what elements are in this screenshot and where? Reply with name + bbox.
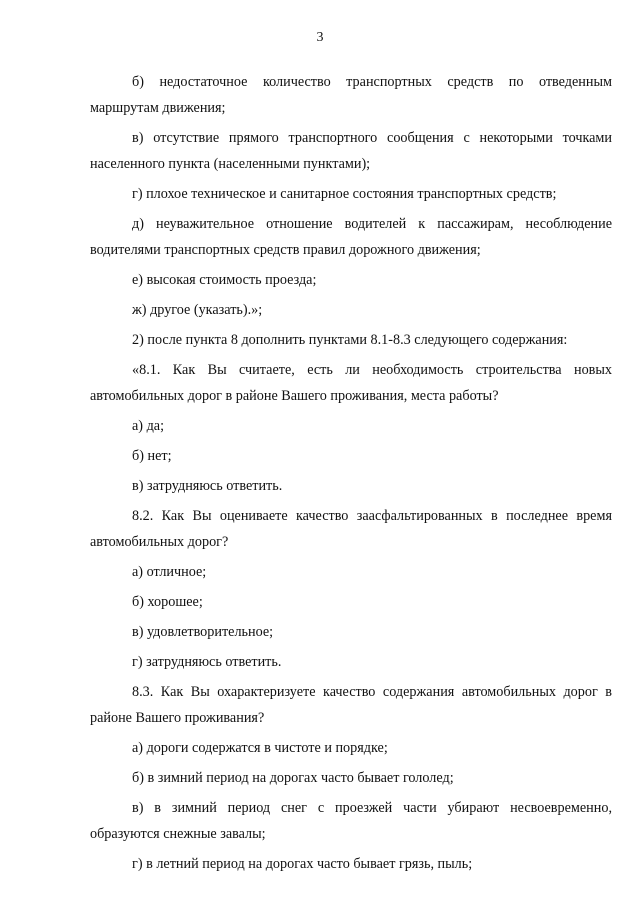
answer-8-3-v: в) в зимний период снег с проезжей части убирают несвоевременно, образуются снежные завалы; [90,800,612,842]
paragraph-g-technical-state: г) плохое техническое и санитарное состояния транспортных средств; [132,186,557,202]
answer-8-3-a: а) дороги содержатся в чистоте и порядке; [132,740,388,756]
question-8-2: 8.2. Как Вы оцениваете качество заасфальтированных в последнее время автомобильных дорог? [90,508,612,550]
paragraph-e-fare-cost: е) высокая стоимость проезда; [132,272,317,288]
paragraph-v-direct-connection: в) отсутствие прямого транспортного сообщения с некоторыми точками населенного пункта (населенными пунктами); [90,130,612,172]
paragraph-b-transport-count: б) недостаточное количество транспортных средств по отведенным маршрутам движения; [90,74,612,116]
answer-8-2-a: а) отличное; [132,564,207,580]
paragraph-zh-other: ж) другое (указать).»; [132,302,263,318]
question-8-1: «8.1. Как Вы считаете, есть ли необходимость строительства новых автомобильных дорог в районе Вашего проживания, места работы? [90,362,612,404]
answer-8-1-a: а) да; [132,418,165,434]
answer-8-2-b: б) хорошее; [132,594,203,610]
answer-8-1-v: в) затрудняюсь ответить. [132,478,283,494]
paragraph-d-driver-attitude: д) неуважительное отношение водителей к пассажирам, несоблюдение водителями транспортных средств правил дорожного движения; [90,216,612,258]
answer-8-3-b: б) в зимний период на дорогах часто бывает гололед; [132,770,454,786]
document-body [90,69,612,877]
page-number: 3 [316,30,324,45]
question-8-3: 8.3. Как Вы охарактеризуете качество содержания автомобильных дорог в районе Вашего проживания? [90,684,612,726]
answer-8-1-b: б) нет; [132,448,172,464]
answer-8-2-v: в) удовлетворительное; [132,624,274,640]
paragraph-item-2-amendment: 2) после пункта 8 дополнить пунктами 8.1-8.3 следующего содержания: [132,332,568,348]
answer-8-2-g: г) затрудняюсь ответить. [132,654,282,670]
answer-8-3-g: г) в летний период на дорогах часто бывает грязь, пыль; [132,856,473,872]
